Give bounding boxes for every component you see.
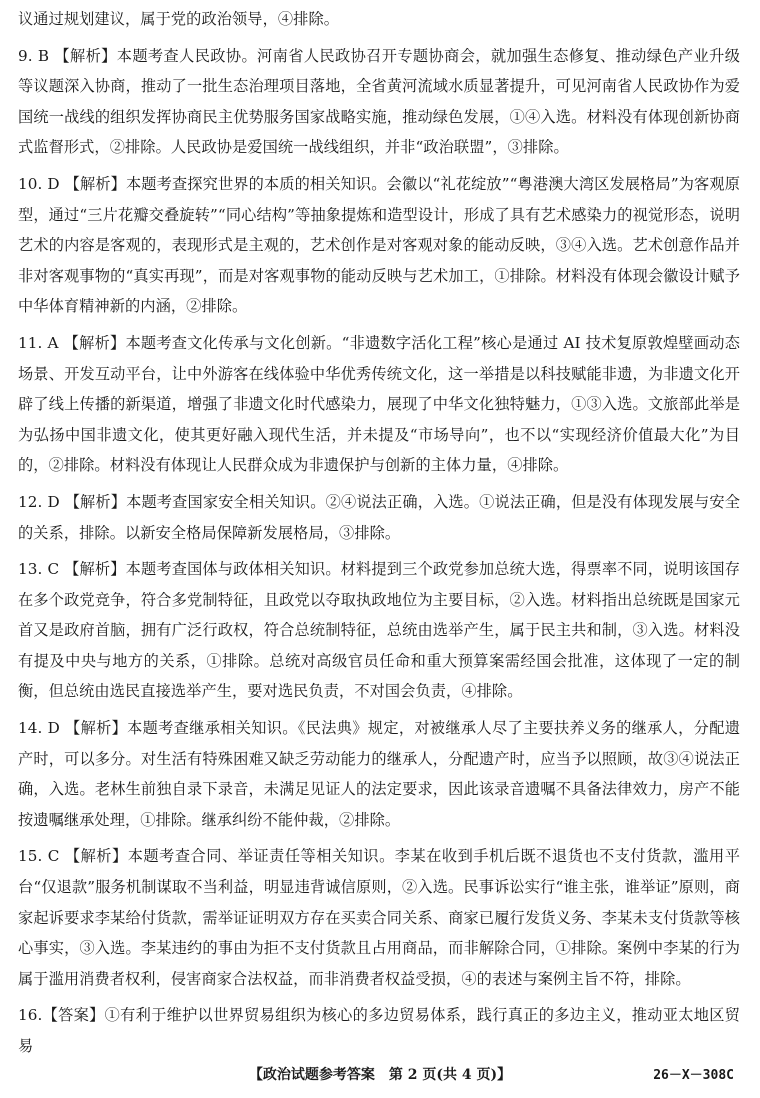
answer-page [18, 4, 740, 1062]
answer-item-15: 15. C 【解析】本题考查合同、举证责任等相关知识。李某在收到手机后既不退货也不支付货款，滥用平台“仅退款”服务机制谋取不当利益，明显违背诚信原则，②入选。民事诉讼实行“谁主张，谁举证”原则，商家起诉要求李某给付货款，需举证证明双方存在买卖合同关系、商家已履行发货义务、李某未支付货款等核心事实，③入选。李某违约的事由为拒不支付货款且占用商品，而非解除合同，①排除。案例中李某的行为属于滥用消费者权利，侵害商家合法权益，而非消费者权益受损，④的表述与案例主旨不符，排除。 [18, 847, 740, 988]
page-footer [0, 1064, 760, 1088]
answer-item-11: 11. A 【解析】本题考查文化传承与文化创新。“非遗数字活化工程”核心是通过 AI 技术复原敦煌壁画动态场景、开发互动平台，让中外游客在线体验中华优秀传统文化，这一举措是以科技赋能非遗，为非遗文化开辟了线上传播的新渠道，增强了非遗文化时代感染力，展现了中华文化独特魅力，①③入选。文旅部此举是为弘扬中国非遗文化，使其更好融入现代生活，并未提及“市场导向”，也不以“实现经济价值最大化”为目的，②排除。材料没有体现让人民群众成为非遗保护与创新的主体力量，④排除。 [18, 333, 740, 475]
answer-item-14: 14. D 【解析】本题考查继承相关知识。《民法典》规定，对被继承人尽了主要扶养义务的继承人，分配遗产时，可以多分。对生活有特殊困难又缺乏劳动能力的继承人，分配遗产时，应当予以照顾，故③④说法正确，入选。老林生前独自录下录音，未满足见证人的法定要求，因此该录音遗嘱不具备法律效力，房产不能按遗嘱继承处理，①排除。继承纠纷不能仲裁，②排除。 [18, 719, 740, 829]
answer-item-10: 10. D 【解析】本题考查探究世界的本质的相关知识。会徽以“礼花绽放”“粤港澳大湾区发展格局”为客观原型，通过“三片花瓣交叠旋转”“同心结构”等抽象提炼和造型设计，形成了具有艺术感染力的视觉形态，说明艺术的内容是客观的，表现形式是主观的，艺术创作是对客观对象的能动反映，③④入选。艺术创意作品并非对客观事物的“真实再现”，而是对客观事物的能动反映与艺术加工，①排除。材料没有体现会徽设计赋予中华体育精神新的内涵，②排除。 [18, 174, 740, 316]
answer-item-9: 9. B 【解析】本题考查人民政协。河南省人民政协召开专题协商会，就加强生态修复、推动绿色产业升级等议题深入协商，推动了一批生态治理项目落地，全省黄河流域水质显著提升，可见河南省人民政协作为爱国统一战线的组织发挥协商民主优势服务国家战略实施，推动绿色发展，①④入选。材料没有体现创新协商式监督形式，②排除。人民政协是爱国统一战线组织，并非“政治联盟”，③排除。 [18, 46, 740, 157]
paragraph-continued: 议通过规划建议，属于党的政治领导，④排除。 [18, 10, 340, 28]
answer-item-16: 16.【答案】①有利于维护以世界贸易组织为核心的多边贸易体系，践行真正的多边主义，推动亚太地区贸易 [18, 1006, 740, 1055]
footer-code: 26－X－308C [653, 1068, 734, 1083]
answer-item-12: 12. D 【解析】本题考查国家安全相关知识。②④说法正确，入选。①说法正确，但是没有体现发展与安全的关系，排除。以新安全格局保障新发展格局，③排除。 [18, 492, 740, 542]
answer-item-13: 13. C 【解析】本题考查国体与政体相关知识。材料提到三个政党参加总统大选，得票率不同，说明该国存在多个政党竞争，符合多党制特征，且政党以夺取执政地位为主要目标，②入选。材料指出总统既是国家元首又是政府首脑，拥有广泛行政权，符合总统制特征，总统由选举产生，属于民主共和制，③入选。材料没有提及中央与地方的关系，①排除。总统对高级官员任命和重大预算案需经国会批准，这体现了一定的制衡，但总统由选民直接选举产生，要对选民负责，不对国会负责，④排除。 [18, 560, 740, 701]
footer-title: 【政治试题参考答案 第 2 页(共 4 页)】 [248, 1067, 512, 1083]
